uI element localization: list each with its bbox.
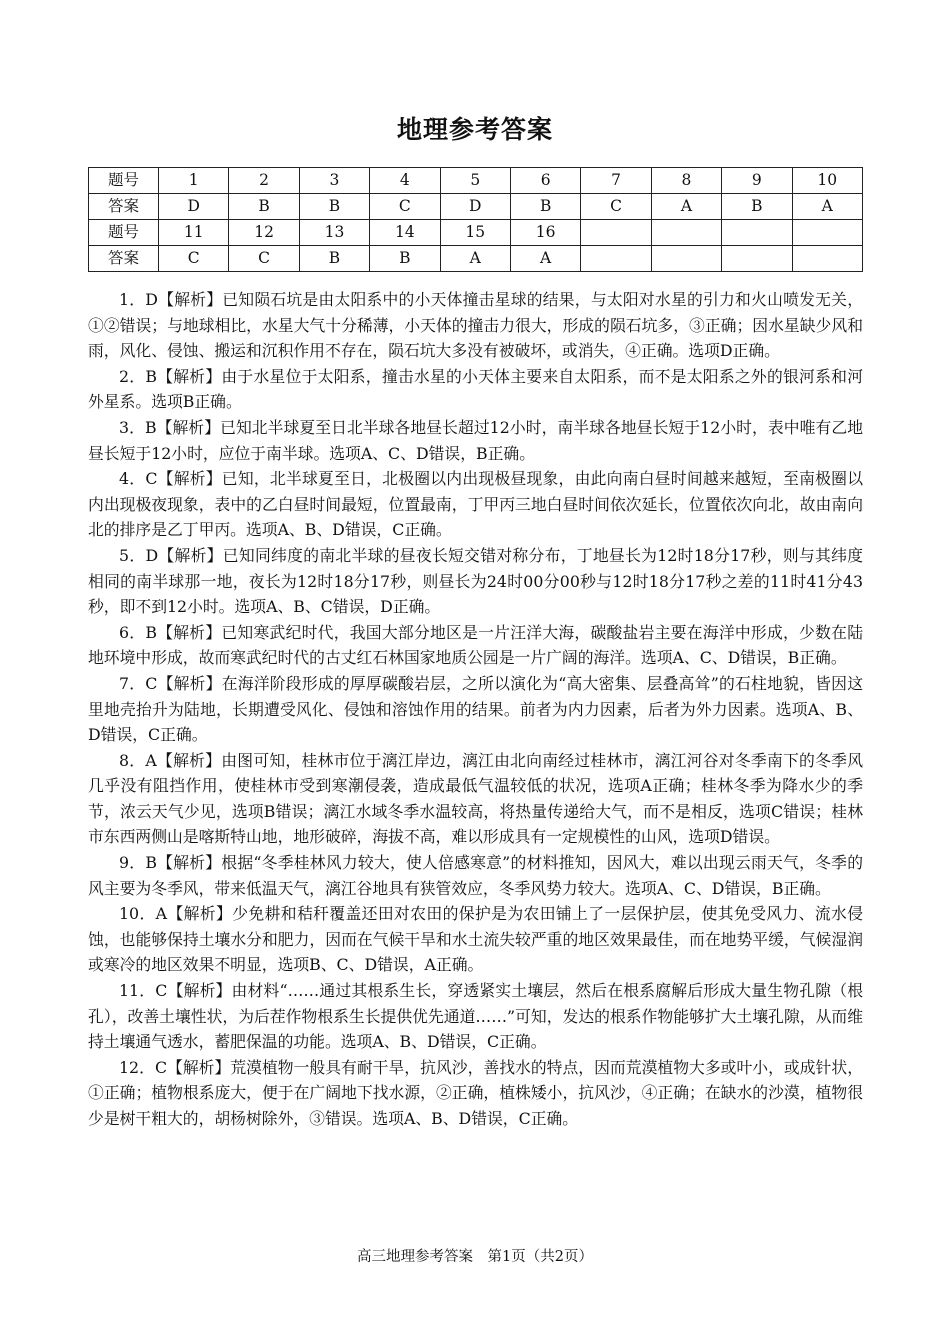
answer-table-cell — [722, 220, 792, 246]
answer-table-row — [89, 246, 863, 272]
answer-table-cell: 15 — [440, 220, 510, 246]
answer-table-cell: B — [299, 246, 369, 272]
answer-table-cell: 14 — [370, 220, 440, 246]
answer-table-cell: B — [510, 194, 580, 220]
answer-table-row — [89, 168, 863, 194]
answer-table-cell: A — [651, 194, 721, 220]
answer-table-row-label: 题号 — [89, 220, 159, 246]
answer-table-cell: C — [229, 246, 299, 272]
explanation-paragraph: 9．B【解析】根据“冬季桂林风力较大，使人倍感寒意”的材料推知，因风大，难以出现云雨天气，冬季的风主要为冬季风，带来低温天气，漓江谷地具有狭管效应，冬季风势力较大。选项A、C、D错误，B正确。 — [88, 853, 863, 898]
answer-table-cell — [581, 246, 651, 272]
explanation-paragraph: 3．B【解析】已知北半球夏至日北半球各地昼长超过12小时，南半球各地昼长短于12小时，表中唯有乙地昼长短于12小时，应位于南半球。选项A、C、D错误，B正确。 — [88, 417, 863, 463]
answer-table-cell: D — [159, 194, 229, 220]
answer-table-cell: 4 — [370, 168, 440, 194]
answer-table-row-label: 答案 — [89, 246, 159, 272]
answer-table-cell — [722, 246, 792, 272]
explanations — [88, 287, 863, 1132]
answer-table-cell: A — [440, 246, 510, 272]
answer-table-cell: C — [370, 194, 440, 220]
answer-table-cell: 10 — [792, 168, 862, 194]
answer-table-cell: C — [159, 246, 229, 272]
answer-table-cell: 12 — [229, 220, 299, 246]
answer-table-cell — [581, 220, 651, 246]
answer-table-row-label: 题号 — [89, 168, 159, 194]
page-title: 地理参考答案 — [396, 115, 553, 144]
answer-table-cell: 2 — [229, 168, 299, 194]
answer-table — [88, 167, 863, 272]
answer-table-cell — [792, 246, 862, 272]
explanation-paragraph: 6．B【解析】已知寒武纪时代，我国大部分地区是一片汪洋大海，碳酸盐岩主要在海洋中形成，少数在陆地环境中形成，故而寒武纪时代的古丈红石林国家地质公园是一片广阔的海洋。选项A、C、D错误，B正确。 — [88, 622, 863, 668]
answer-table-cell: 7 — [581, 168, 651, 194]
answer-table-cell: 16 — [510, 220, 580, 246]
answer-table-cell: A — [510, 246, 580, 272]
answer-table-row — [89, 194, 863, 220]
answer-table-cell: D — [440, 194, 510, 220]
page-footer: 高三地理参考答案 第1页（共2页） — [357, 1249, 593, 1265]
answer-table-cell: B — [722, 194, 792, 220]
answer-table-cell: C — [581, 194, 651, 220]
answer-table-cell: 8 — [651, 168, 721, 194]
explanation-paragraph: 10．A【解析】少免耕和秸秆覆盖还田对农田的保护是为农田铺上了一层保护层，使其免受风力、流水侵蚀，也能够保持土壤水分和肥力，因而在气候干旱和水土流失较严重的地区效果最佳，而在地势平缓，气候湿润或寒冷的地区效果不明显，选项B、C、D错误，A正确。 — [88, 904, 863, 975]
answer-table-cell: 1 — [159, 168, 229, 194]
explanation-paragraph: 7．C【解析】在海洋阶段形成的厚厚碳酸岩层，之所以演化为“高大密集、层叠高耸”的石柱地貌，皆因这里地壳抬升为陆地，长期遭受风化、侵蚀和溶蚀作用的结果。前者为内力因素，后者为外力因素。选项A、B、D错误，C正确。 — [88, 673, 863, 745]
answer-table-cell: 5 — [440, 168, 510, 194]
explanation-paragraph: 12．C【解析】荒漠植物一般具有耐干旱，抗风沙，善找水的特点，因而荒漠植物大多或叶小，或成针状，①正确；植物根系庞大，便于在广阔地下找水源，②正确，植株矮小，抗风沙，④正确；在缺水的沙漠，植物很少是树干粗大的，胡杨树除外，③错误。选项A、B、D错误，C正确。 — [88, 1057, 863, 1128]
explanation-paragraph: 11．C【解析】由材料“……通过其根系生长，穿透紧实土壤层，然后在根系腐解后形成大量生物孔隙（根孔），改善土壤性状，为后茬作物根系生长提供优先通道……”可知，发达的根系作物能够扩大土壤孔隙，从而维持土壤通气透水，蓄肥保温的功能。选项A、B、D错误，C正确。 — [88, 981, 863, 1052]
answer-table-cell — [651, 220, 721, 246]
answer-table-row — [89, 220, 863, 246]
answer-table-cell: 6 — [510, 168, 580, 194]
answer-table-cell: 9 — [722, 168, 792, 194]
explanation-paragraph: 2．B【解析】由于水星位于太阳系，撞击水星的小天体主要来自太阳系，而不是太阳系之外的银河系和河外星系。选项B正确。 — [88, 366, 863, 412]
answer-table-cell: 3 — [299, 168, 369, 194]
explanation-paragraph: 1．D【解析】已知陨石坑是由太阳系中的小天体撞击星球的结果，与太阳对水星的引力和火山喷发无关，①②错误；与地球相比，水星大气十分稀薄，小天体的撞击力很大，形成的陨石坑多，③正确；因水星缺少风和雨，风化、侵蚀、搬运和沉积作用不存在，陨石坑大多没有被破坏，或消失，④正确。选项D正确。 — [88, 290, 863, 361]
answer-table-row-label: 答案 — [89, 194, 159, 220]
answer-table-cell: B — [299, 194, 369, 220]
answer-table-cell: A — [792, 194, 862, 220]
answer-table-cell — [651, 246, 721, 272]
answer-table-cell: B — [229, 194, 299, 220]
answer-table-cell: 13 — [299, 220, 369, 246]
answer-table-cell — [792, 220, 862, 246]
explanation-paragraph: 4．C【解析】已知，北半球夏至日，北极圈以内出现极昼现象，由此向南白昼时间越来越短，至南极圈以内出现极夜现象，表中的乙白昼时间最短，位置最南，丁甲丙三地白昼时间依次延长，位置依次向北，故由南向北的排序是乙丁甲丙。选项A、B、D错误，C正确。 — [88, 469, 863, 540]
answer-table-cell: 11 — [159, 220, 229, 246]
explanation-paragraph: 8．A【解析】由图可知，桂林市位于漓江岸边，漓江由北向南经过桂林市，漓江河谷对冬季南下的冬季风几乎没有阻挡作用，使桂林市受到寒潮侵袭，造成最低气温较低的状况，选项A正确；桂林冬季为降水少的季节，浓云天气少见，选项B错误；漓江水域冬季水温较高，将热量传递给大气，而不是相反，选项C错误；桂林市东西两侧山是喀斯特山地，地形破碎，海拔不高，难以形成具有一定规模性的山风，选项D错误。 — [88, 750, 863, 847]
explanation-paragraph: 5．D【解析】已知同纬度的南北半球的昼夜长短交错对称分布，丁地昼长为12时18分17秒，则与其纬度相同的南半球那一地，夜长为12时18分17秒，则昼长为24时00分00秒与12时18分17秒之差的11时41分43秒，即不到12小时。选项A、B、C错误，D正确。 — [88, 545, 863, 617]
answer-table-cell: B — [370, 246, 440, 272]
